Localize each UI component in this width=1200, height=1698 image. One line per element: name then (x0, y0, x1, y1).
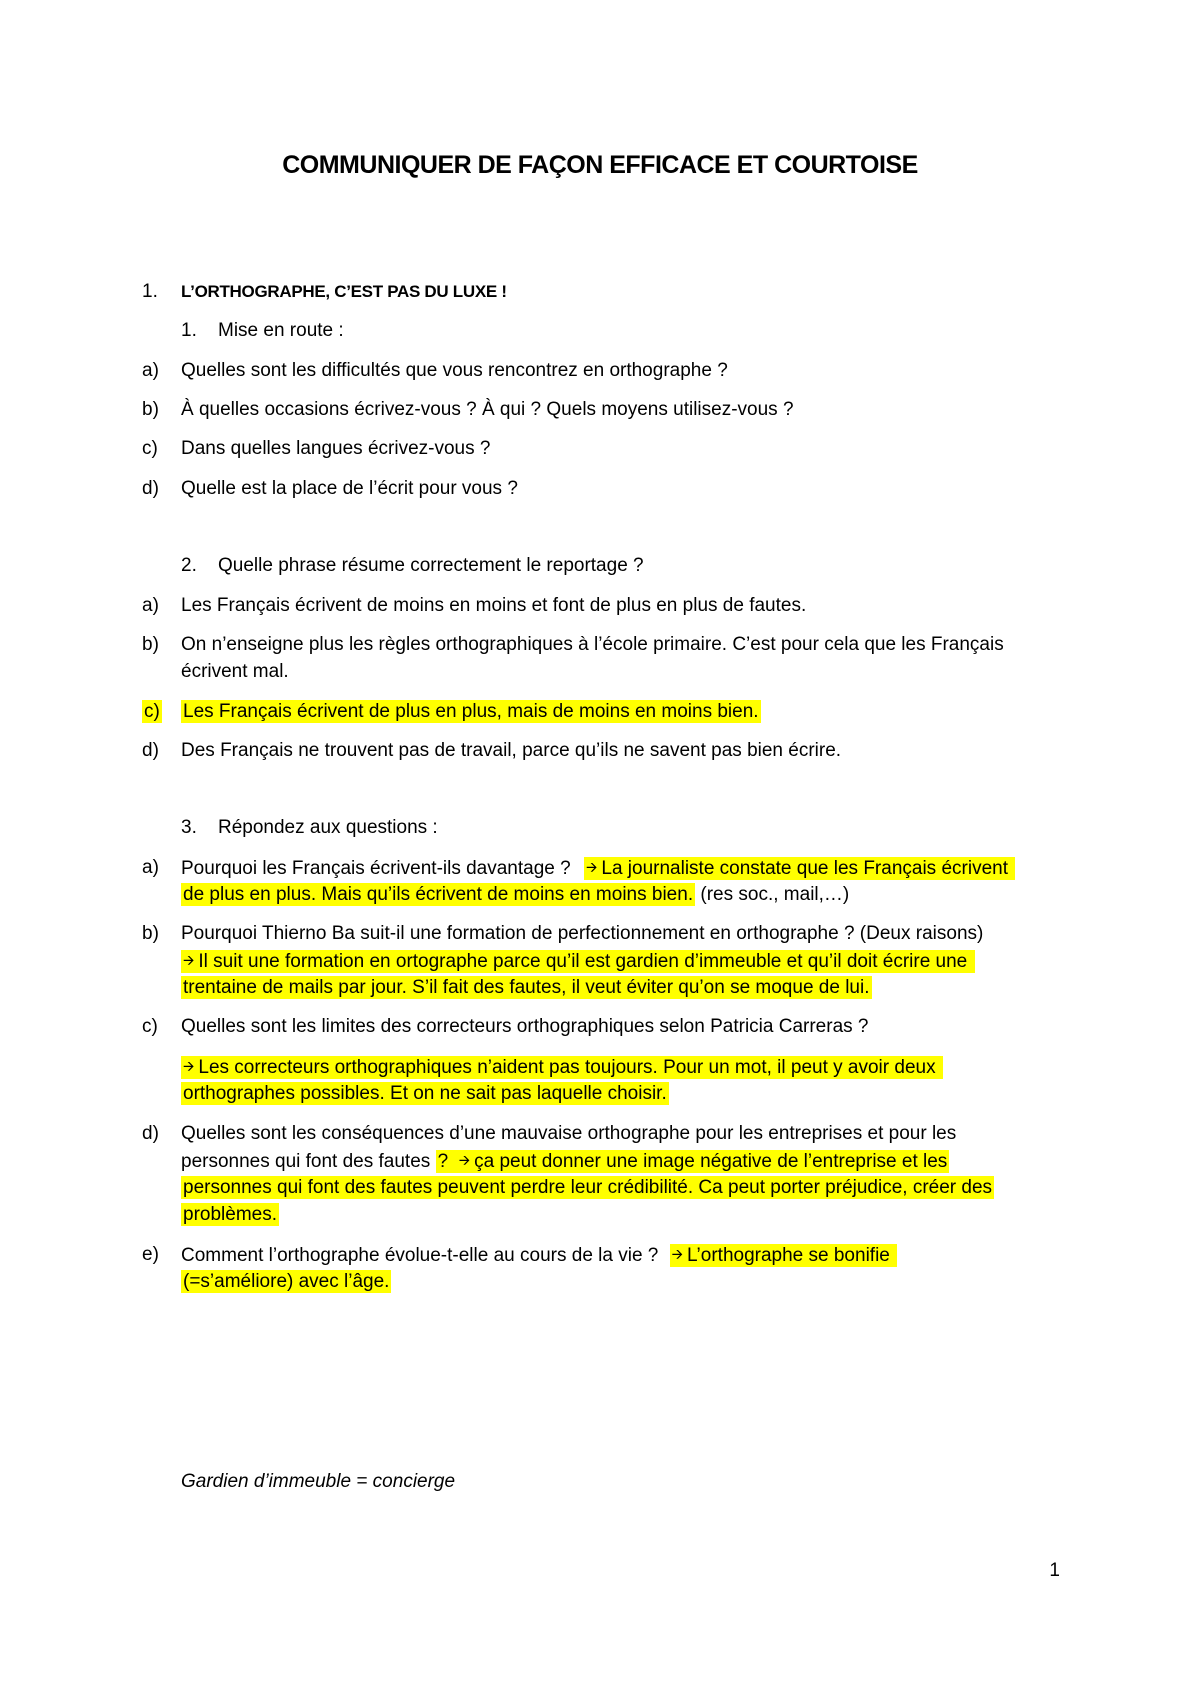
arrow-icon: 🡪 (586, 859, 598, 875)
page-number: 1 (1049, 1560, 1060, 1581)
arrow-icon: 🡪 (458, 1152, 471, 1168)
document-title: COMMUNIQUER DE FAÇON EFFICACE ET COURTOISE (282, 151, 918, 179)
arrow-icon: 🡪 (183, 1058, 195, 1074)
document-page: COMMUNIQUER DE FAÇON EFFICACE ET COURTOISE 1. L’ORTHOGRAPHE, C’EST PAS DU LUXE ! 1. Mise en route : a) Quelles sont les difficultés que vous rencontrez en orthographe ? b) À quelles occasions écrivez-vous ? À qui ? Quels moyens utilisez-vous ? c) Dans quelles langues écrivez-vous ? d) Quelle est la place de l’écrit pour vous ? 2. Quelle phrase résume correctement le reportage ? a) Les Français écrivent de moins en moins et font de plus en plus de fautes. b) On n’enseigne plus les règles orthographiques à l’école primaire. C’est pour cela que les Français écrivent mal. c) Les Français écrivent de plus en plus, mais de moins en moins bien. d) Des Français ne trouvent pas de travail, parce qu’ils ne savent pas bien écrire. 3. Répondez aux questions : a) Pourquoi les Français écrivent-ils davantage ? 🡪 La journaliste constate que les Français écrivent de plus en plus. Mais qu’ils écrivent de moins en moins bien. (res soc., mail,…) b) Pourquoi Thierno Ba suit-il une formation de perfectionnement en orthographe ? (Deux raisons) 🡪 Il suit une formation en ortographe parce qu’il est gardien d’immeuble et qu’il doit écrire une trentaine de mails par jour. S’il fait des fautes, il veut éviter qu’on se moque de lui. c) Quelles sont les limites des correcteurs orthographiques selon Patricia Carreras ? 🡪 Les correcteurs orthographiques n’aident pas toujours. Pour un mot, il peut y avoir deux orthographes possibles. Et on ne sait pas laquelle choisir. d) Quelles sont les conséquences d’une mauvaise orthographe pour les entreprises et pour les personnes qui font des fautes ? 🡪 ça peut donner une image négative de l’entreprise et les personnes qui font des fautes peuvent perdre leur crédibilité. Ca peut porter préjudice, créer des problèmes. e) Comment l’orthographe évolue-t-elle au cours de la vie ? 🡪 L’orthographe se bonifie (=s’améliore) avec l’âge. Gardien d’immeuble = concierge 1 (0, 0, 1200, 1698)
arrow-icon: 🡪 (183, 952, 195, 968)
arrow-icon: 🡪 (671, 1246, 684, 1262)
